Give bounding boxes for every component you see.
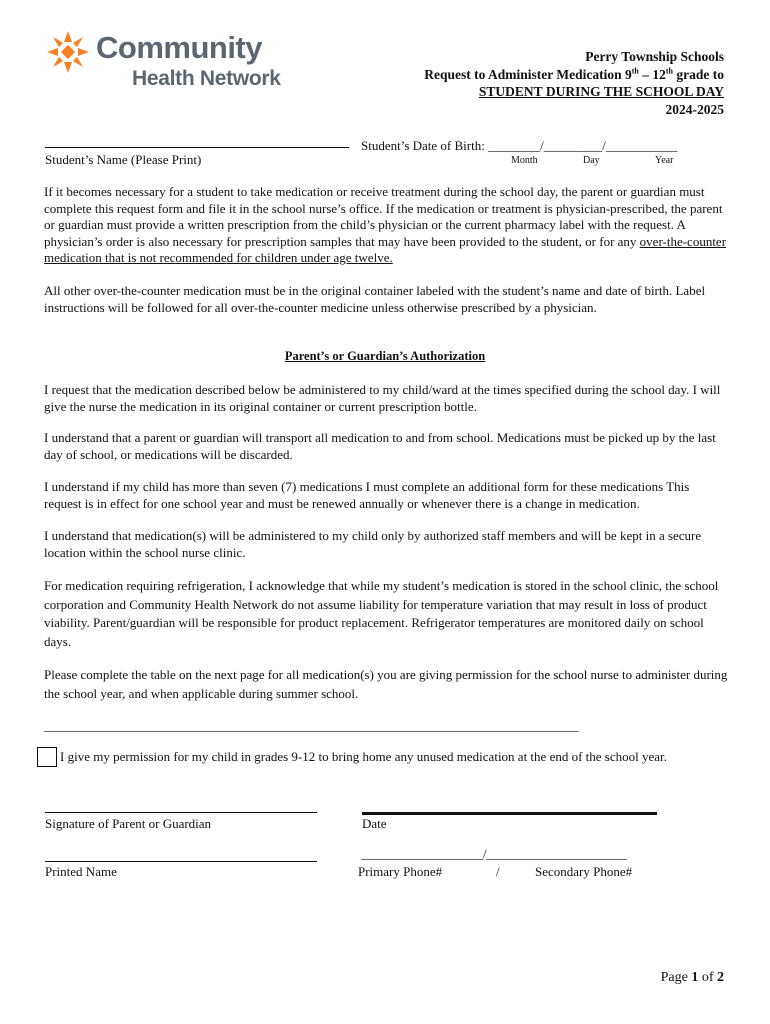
superscript: th [631,66,639,75]
signature-field[interactable] [45,812,317,813]
secondary-phone-label: Secondary Phone# [535,864,633,879]
page-current: 1 [691,970,699,985]
take-home-permission-checkbox[interactable] [37,747,57,767]
school-name: Perry Township Schools [585,49,724,64]
sunburst-logo-icon [44,28,92,76]
form-title-part: Request to Administer Medication 9 [424,66,632,82]
printed-name-field[interactable] [45,861,317,862]
authorization-paragraph-4: I understand that medication(s) will be administered to my child only by authorized staff members and will be kept in a secure location within the school nurse clinic. [44,528,702,560]
form-title [424,66,724,84]
student-name-field[interactable] [45,147,349,148]
dob-month-label: Month [511,155,538,166]
dob-year-label: Year [655,155,674,166]
form-subtitle: STUDENT DURING THE SCHOOL DAY [478,84,724,99]
phone-separator: / [496,864,500,879]
form-header [424,48,724,118]
printed-name-label: Printed Name [45,864,117,879]
school-year: 2024-2025 [665,101,724,117]
intro-paragraph-1 [44,184,728,267]
page-number [661,970,724,986]
divider-rule: _________________________________________________________________________________________ [44,718,578,733]
dob-day-label: Day [583,155,600,166]
date-field[interactable] [362,812,657,815]
logo-text-community: Community [96,30,262,65]
authorization-paragraph-1: I request that the medication described below be administered to my child/ward at the times specified during the school day. I will give the nurse the medication in its original container or current prescription bottle. [44,382,721,414]
authorization-heading: Parent’s or Guardian’s Authorization [284,349,486,363]
authorization-paragraph-6: Please complete the table on the next page for all medication(s) you are giving permission for the school nurse to administer during the school year, and when applicable during summer school. [44,667,728,701]
authorization-paragraph-5: For medication requiring refrigeration, I acknowledge that while my student’s medication is stored in the school clinic, the school corporation and Community Health Network do not assume liability for temperature variation that may result in loss of product viability. Parent/guardian will be responsible for product replacement. Refrigerator temperatures are monitored daily on school days. [44,578,719,649]
form-title-part: – 12 [638,66,666,82]
form-title-part: grade to [673,66,724,82]
page-prefix: Page [660,970,692,985]
page-of: of [698,970,717,985]
date-of-birth-field[interactable]: Student’s Date of Birth: ________/_________/___________ [361,138,678,153]
phone-fields[interactable]: ____________________/_______________________ [361,846,627,861]
community-health-network-logo [44,26,294,96]
take-home-permission-label: I give my permission for my child in grades 9-12 to bring home any unused medication at the end of the school year. [60,749,667,764]
intro-text: If it becomes necessary for a student to take medication or receive treatment during the school day, the parent or guardian must complete this request form and file it in the school nurse’s office. If the medication or treatment is physician-prescribed, the parent or guardian must provide a written prescription from the child’s physician or the current pharmacy label with the request. A physician’s order is also necessary for prescription samples that may have been provided to the student, or for any [44,184,723,249]
date-label: Date [362,816,387,831]
primary-phone-label: Primary Phone# [358,864,443,879]
page-total: 2 [717,970,724,985]
intro-underlined-text: over-the-counter medication that is not recommended for children under age twelve. [44,233,727,265]
authorization-paragraph-3: I understand if my child has more than seven (7) medications I must complete an additional form for these medications This request is in effect for one school year and must be renewed annually or whenever there is a change in medication. [44,479,690,511]
student-name-label: Student’s Name (Please Print) [45,152,202,167]
superscript: th [665,66,673,75]
logo-text-health-network: Health Network [132,67,281,90]
authorization-paragraph-2: I understand that a parent or guardian will transport all medication to and from school. Medications must be picked up by the last day of school, or medications will be discarded. [44,430,716,462]
intro-paragraph-2: All other over-the-counter medication must be in the original container labeled with the student’s name and date of birth. Label instructions will be followed for all over-the-counter medicine unless otherwise prescribed by a physician. [44,283,706,315]
signature-label: Signature of Parent or Guardian [45,816,212,831]
